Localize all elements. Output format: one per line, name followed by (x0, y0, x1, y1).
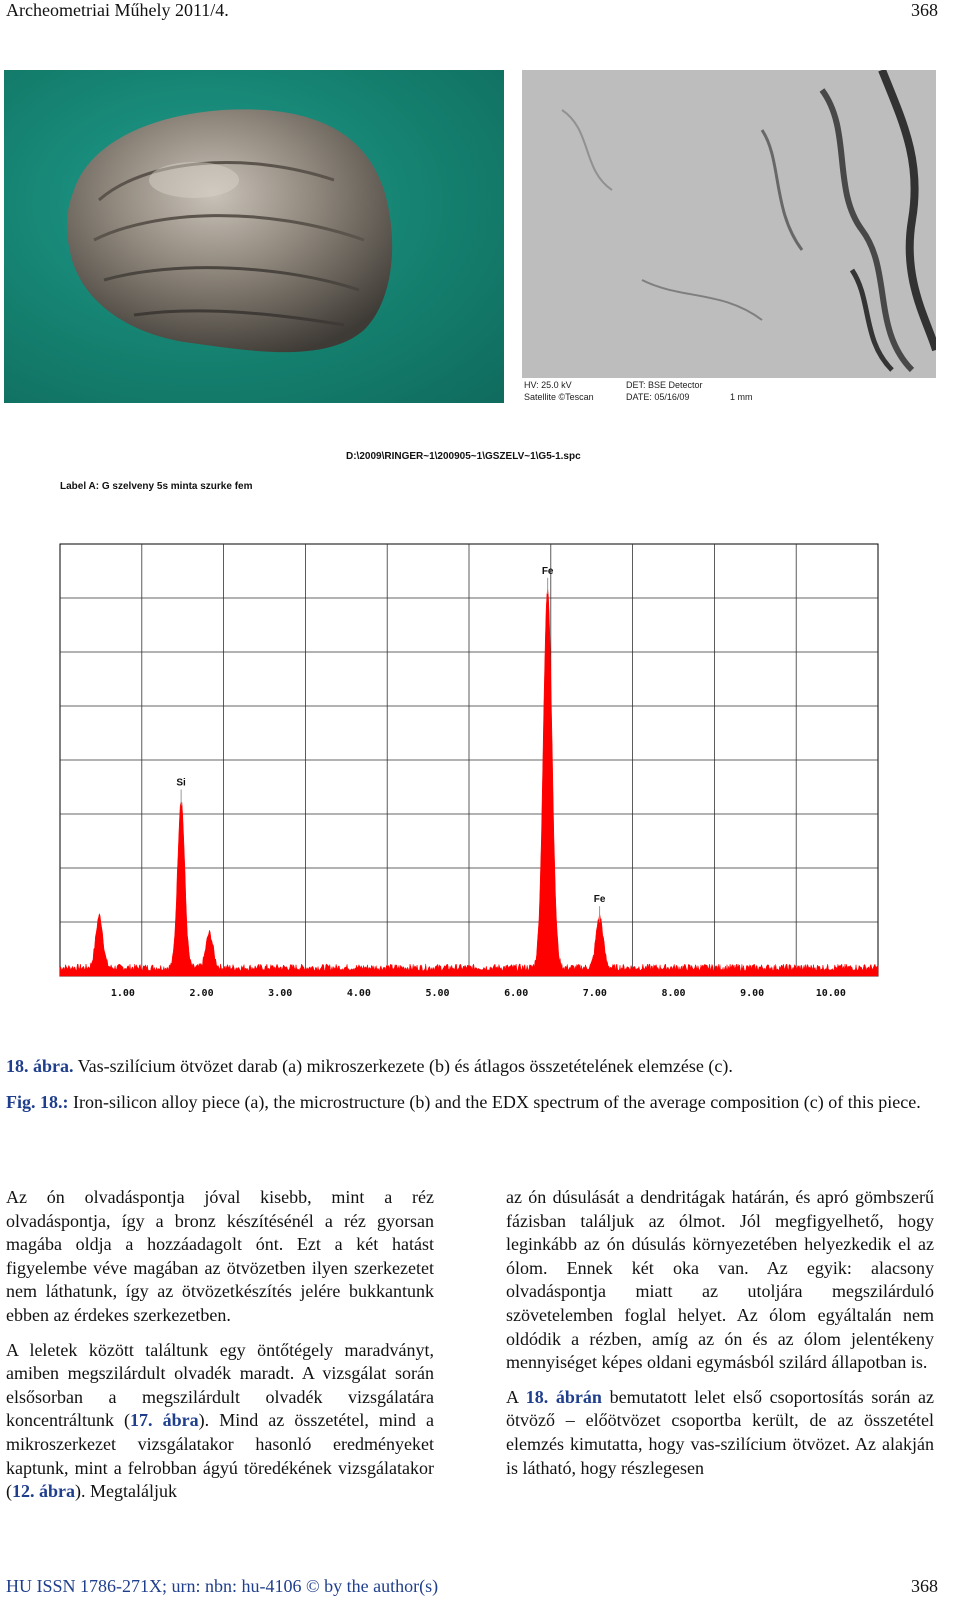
x-tick-label: 9.00 (740, 988, 765, 999)
sem-hv: HV: 25.0 kV (524, 380, 572, 390)
x-tick-label: 8.00 (661, 988, 686, 999)
figure-ref-12: 12. ábra (12, 1481, 75, 1502)
x-tick-label: 2.00 (189, 988, 214, 999)
page-number-top: 368 (911, 0, 938, 20)
edx-spectrum-chart (0, 530, 960, 1010)
x-tick-label: 3.00 (268, 988, 293, 999)
peak-annotation-label: Si (176, 777, 186, 789)
peak-annotation-label: Fe (541, 565, 554, 577)
sem-microstructure-image (522, 70, 936, 405)
peak-annotation-label: Fe (593, 894, 606, 906)
caption-en-lead: Fig. 18.: (6, 1092, 69, 1112)
sem-scale: 1 mm (730, 392, 753, 402)
right-paragraph-1: az ón dúsulását a dendritágak határán, és apró gömbszerű fázisban találjuk az ólmot. Jól megfigyelhető, hogy leginkább az ón dúsulás környezetében helyezkedik el az ólom. Ennek két oka van. Az egyik: alacsony olvadáspontja miatt az utoljára megszilárduló szövetelemben foglal helyet. Az ólom egyáltalán nem oldódik a rézben, amíg az ón és az ólom jelentékeny mennyiséget képes oldani egymásból szilárd állapotban is. (506, 1187, 934, 1373)
spectrum-label: Label A: G szelveny 5s minta szurke fem (60, 481, 253, 492)
sem-detector: DET: BSE Detector (626, 380, 703, 390)
sem-info-bar (522, 378, 936, 405)
left-paragraph-2 (6, 1339, 434, 1504)
x-tick-label: 5.00 (425, 988, 450, 999)
sem-brand: Satellite ©Tescan (524, 392, 594, 402)
figure-ref-17: 17. ábra (130, 1410, 199, 1431)
x-tick-label: 4.00 (346, 988, 371, 999)
x-tick-label: 6.00 (504, 988, 529, 999)
journal-title: Archeometriai Műhely 2011/4. (6, 0, 229, 20)
caption-en-text: Iron-silicon alloy piece (a), the microstructure (b) and the EDX spectrum of the average composition (c) of this piece. (68, 1092, 921, 1112)
right-column (506, 1186, 934, 1491)
x-tick-label: 7.00 (582, 988, 607, 999)
text-run: A (506, 1386, 526, 1407)
caption-en (6, 1090, 936, 1114)
left-column (6, 1186, 434, 1515)
text-run: ). Megtaláljuk (75, 1481, 177, 1502)
x-tick-label: 1.00 (110, 988, 135, 999)
footer-issn: HU ISSN 1786-271X; urn: nbn: hu-4106 © by the author(s) (6, 1576, 439, 1596)
page-number-bottom: 368 (911, 1576, 938, 1596)
x-tick-label: 10.00 (815, 988, 846, 999)
right-paragraph-2 (506, 1386, 934, 1480)
left-paragraph-1: Az ón olvadáspontja jóval kisebb, mint a réz olvadáspontja, így a bronz készítésénél a réz gyorsan magába oldja a hozzáadagolt ónt. Ezt a két hatást figyelembe véve magában az ötvözetben ilyen szerkezetet nem láthatunk, így az ötvözetkészítés jelére bukkantunk ebben az érdekes szerkezetben. (6, 1187, 434, 1325)
text-run: ). Mind az összetétel, mind a mikroszerkezet vizsgálatakor hasonló eredményeket kaptunk, mint a felrobban ágyú töredékének vizsgálatakor ( (6, 1410, 434, 1502)
caption-hu-text: Vas-szilícium ötvözet darab (a) mikroszerkezete (b) és átlagos összetételének elemzése (c). (73, 1056, 733, 1076)
sem-date: DATE: 05/16/09 (626, 392, 690, 402)
spectrum-file-path: D:\2009\RINGER~1\200905~1\GSZELV~1\G5-1.spc (346, 451, 581, 462)
alloy-piece-photo (4, 70, 504, 403)
text-run: A leletek között találtunk egy öntőtégely maradványt, amiben megszilárdult olvadék maradt. A vizsgálat során elsősorban a megszilárdult olvadék vizsgálatára koncentráltunk ( (6, 1339, 434, 1431)
caption-hu (6, 1054, 936, 1078)
caption-hu-lead: 18. ábra. (6, 1056, 74, 1076)
figure-ref-18: 18. ábrán (525, 1386, 602, 1407)
text-run: bemutatott lelet első csoportosítás során az ötvöző – előötvözet csoportba került, de az összetétel elemzés kimutatta, hogy vas-szilícium ötvözet. Az alakján is látható, hogy részlegesen (506, 1386, 934, 1478)
